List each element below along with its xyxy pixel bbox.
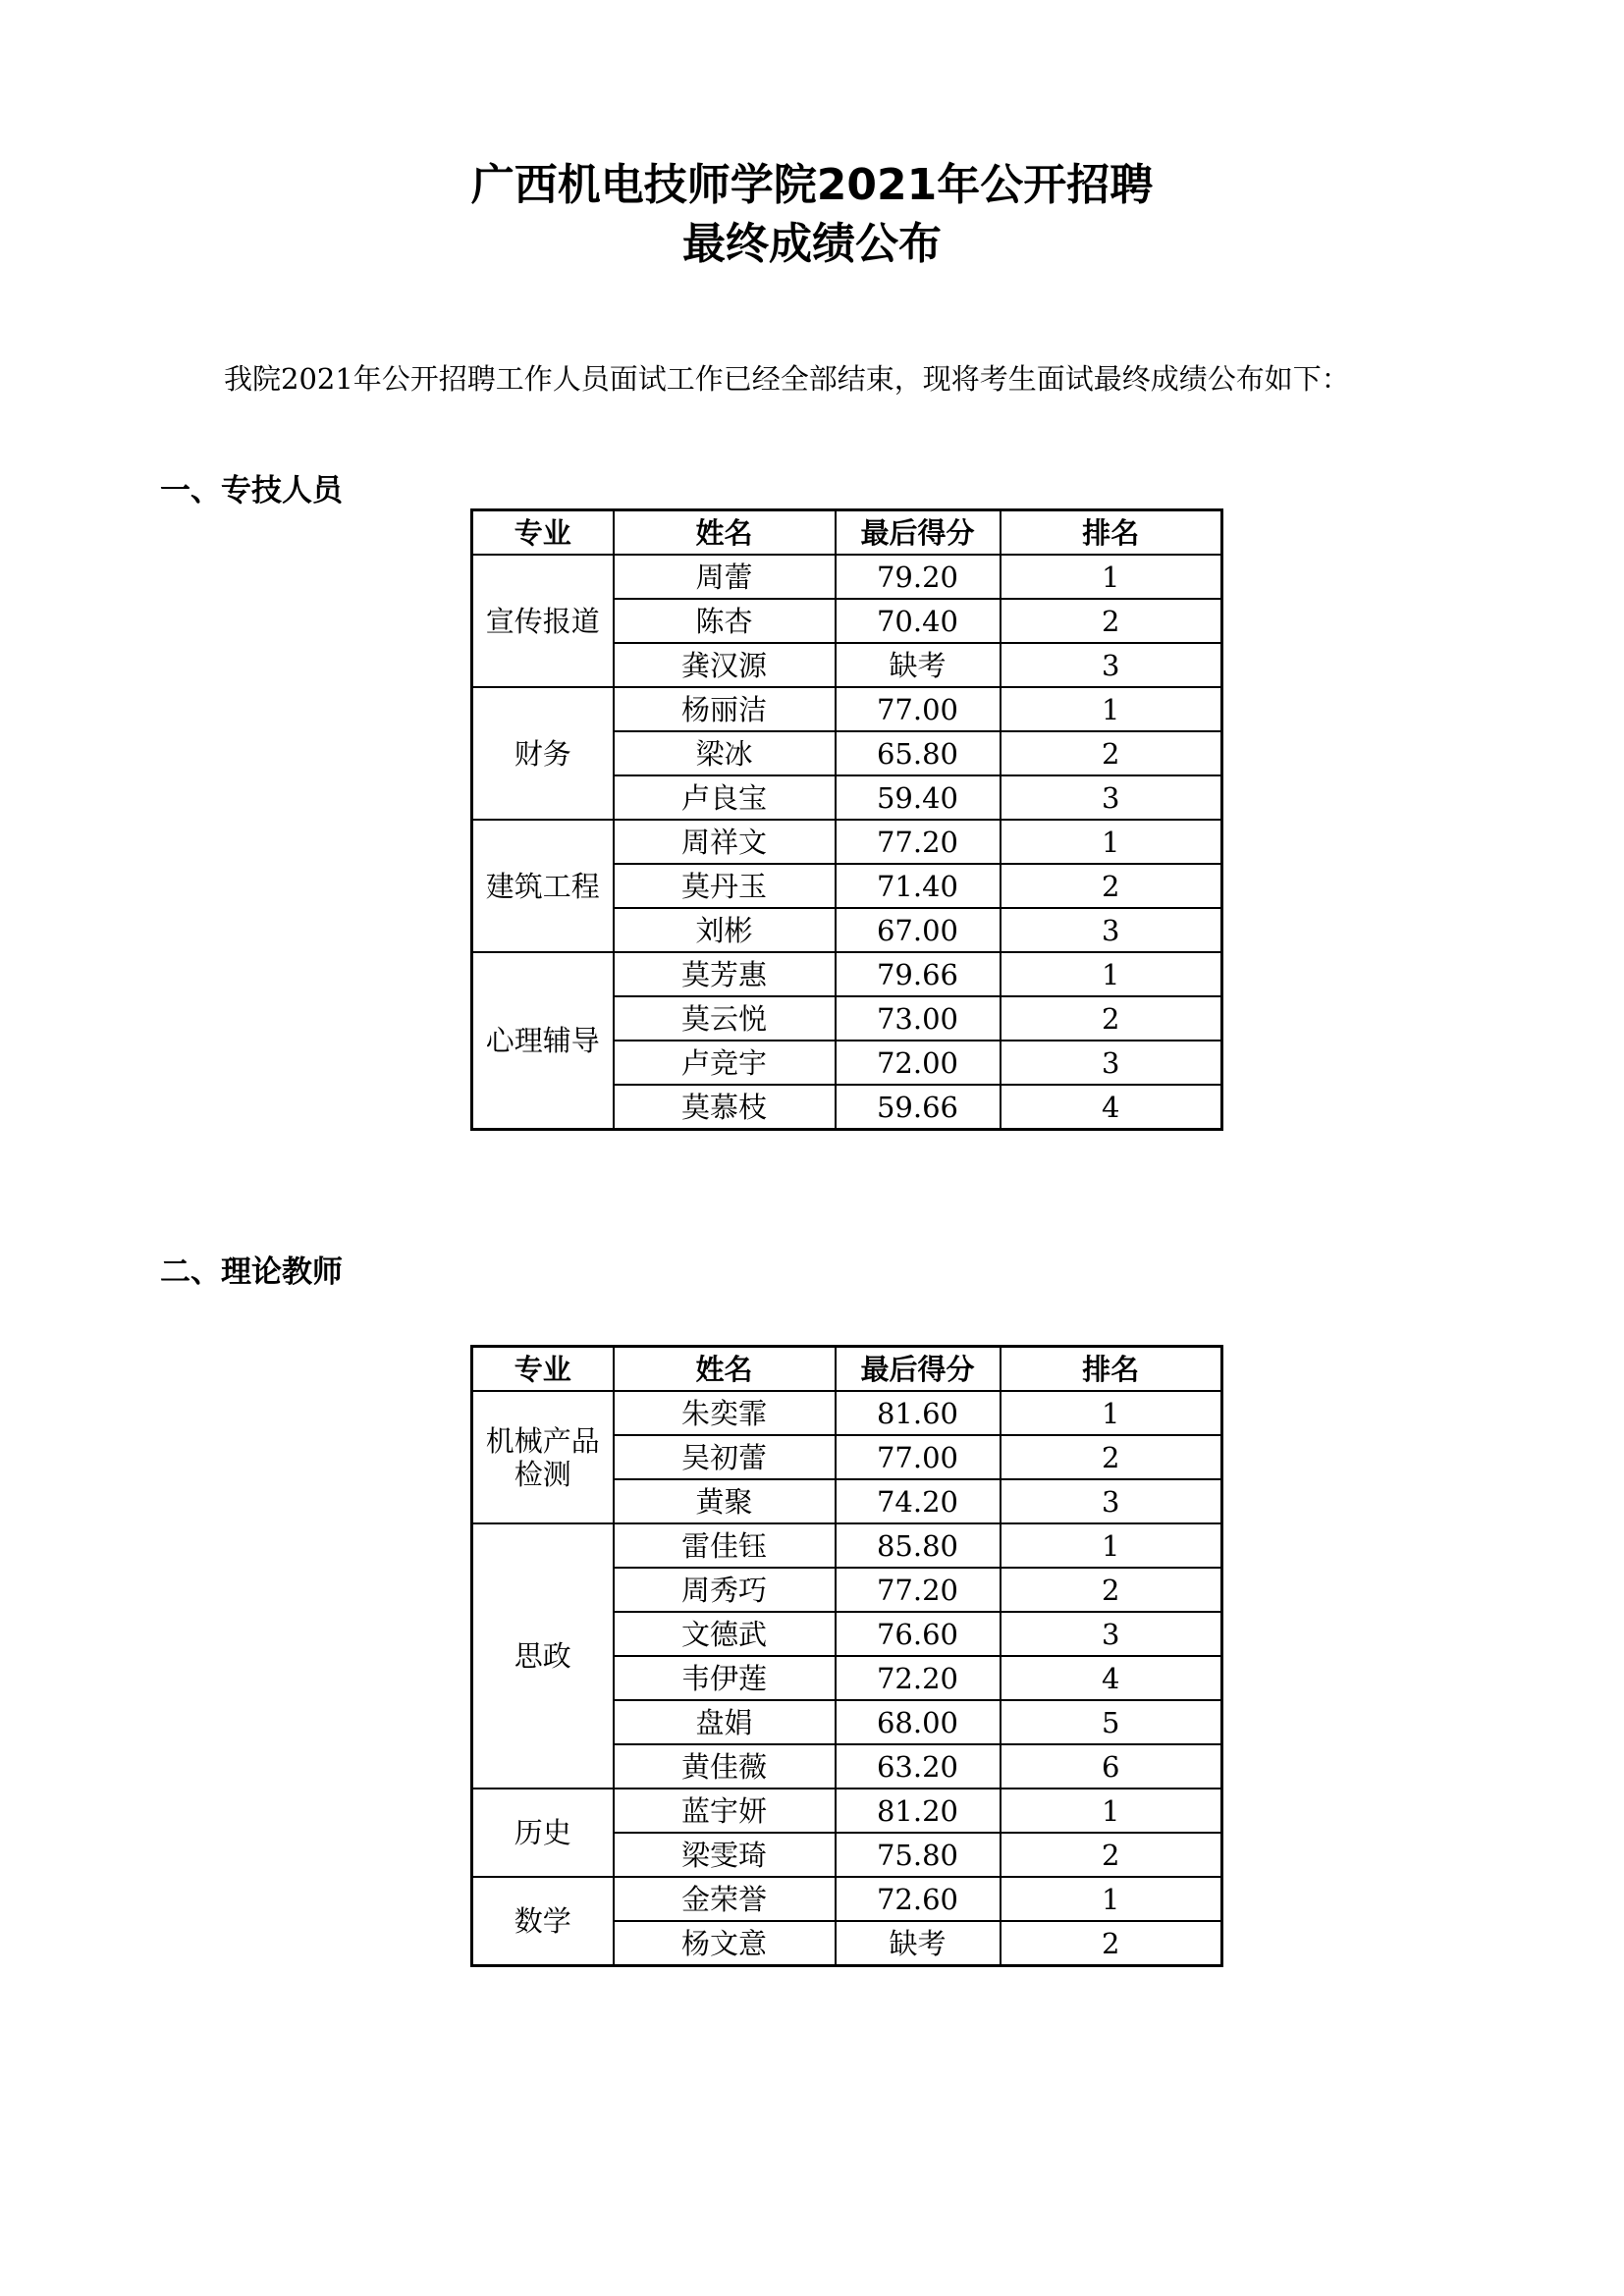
name-cell: 莫芳惠: [614, 952, 836, 996]
page-title: 广西机电技师学院2021年公开招聘: [470, 160, 1154, 210]
rank-cell: 2: [1001, 996, 1222, 1041]
page-subtitle: 最终成绩公布: [682, 219, 942, 269]
rank-cell: 3: [1001, 1479, 1222, 1523]
name-cell: 梁冰: [614, 731, 836, 775]
name-cell: 黄佳薇: [614, 1744, 836, 1789]
rank-cell: 3: [1001, 1041, 1222, 1085]
score-table-theory-teachers: [470, 1345, 1223, 1967]
name-cell: 韦伊莲: [614, 1656, 836, 1700]
score-cell: 75.80: [836, 1833, 1001, 1877]
section-heading-technical-staff: 一、专技人员: [160, 473, 343, 508]
name-cell: 杨丽洁: [614, 687, 836, 731]
column-header-name: 姓名: [614, 510, 836, 556]
score-cell: 81.60: [836, 1391, 1001, 1435]
rank-cell: 2: [1001, 1568, 1222, 1612]
name-cell: 卢竞宇: [614, 1041, 836, 1085]
name-cell: 周秀巧: [614, 1568, 836, 1612]
rank-cell: 4: [1001, 1085, 1222, 1130]
score-cell: 77.20: [836, 1568, 1001, 1612]
section-heading-theory-teachers: 二、理论教师: [160, 1255, 343, 1290]
score-cell: 59.40: [836, 775, 1001, 820]
table-header-row: [472, 510, 1222, 556]
column-header-major: 专业: [472, 1347, 614, 1392]
rank-cell: 2: [1001, 1833, 1222, 1877]
table-row: [472, 1789, 1222, 1833]
name-cell: 莫丹玉: [614, 864, 836, 908]
score-cell: 74.20: [836, 1479, 1001, 1523]
score-cell: 65.80: [836, 731, 1001, 775]
score-cell: 71.40: [836, 864, 1001, 908]
rank-cell: 2: [1001, 864, 1222, 908]
rank-cell: 2: [1001, 1921, 1222, 1966]
score-table-technical-staff: [470, 508, 1223, 1131]
score-cell: 63.20: [836, 1744, 1001, 1789]
name-cell: 刘彬: [614, 908, 836, 952]
rank-cell: 5: [1001, 1700, 1222, 1744]
rank-cell: 1: [1001, 555, 1222, 599]
score-cell: 70.40: [836, 599, 1001, 643]
rank-cell: 4: [1001, 1656, 1222, 1700]
score-cell: 72.60: [836, 1877, 1001, 1921]
score-cell: 79.20: [836, 555, 1001, 599]
score-cell: 68.00: [836, 1700, 1001, 1744]
column-header-rank: 排名: [1001, 510, 1222, 556]
score-cell: 72.20: [836, 1656, 1001, 1700]
name-cell: 金荣誉: [614, 1877, 836, 1921]
rank-cell: 3: [1001, 1612, 1222, 1656]
rank-cell: 1: [1001, 1789, 1222, 1833]
score-cell: 81.20: [836, 1789, 1001, 1833]
rank-cell: 1: [1001, 952, 1222, 996]
rank-cell: 6: [1001, 1744, 1222, 1789]
column-header-name: 姓名: [614, 1347, 836, 1392]
name-cell: 莫慕枝: [614, 1085, 836, 1130]
major-cell: 建筑工程: [472, 820, 614, 952]
name-cell: 陈杏: [614, 599, 836, 643]
name-cell: 卢良宝: [614, 775, 836, 820]
rank-cell: 1: [1001, 820, 1222, 864]
column-header-score: 最后得分: [836, 510, 1001, 556]
table-body: [472, 555, 1222, 1130]
rank-cell: 2: [1001, 599, 1222, 643]
major-cell: 宣传报道: [472, 555, 614, 687]
score-cell: 76.60: [836, 1612, 1001, 1656]
major-cell: 财务: [472, 687, 614, 820]
table-body: [472, 1391, 1222, 1966]
name-cell: 文德武: [614, 1612, 836, 1656]
name-cell: 盘娟: [614, 1700, 836, 1744]
rank-cell: 1: [1001, 1391, 1222, 1435]
table-row: [472, 1391, 1222, 1435]
name-cell: 蓝宇妍: [614, 1789, 836, 1833]
score-cell: 缺考: [836, 643, 1001, 687]
rank-cell: 3: [1001, 908, 1222, 952]
rank-cell: 1: [1001, 1523, 1222, 1568]
name-cell: 周蕾: [614, 555, 836, 599]
table-row: [472, 820, 1222, 864]
column-header-major: 专业: [472, 510, 614, 556]
name-cell: 梁雯琦: [614, 1833, 836, 1877]
table-row: [472, 687, 1222, 731]
rank-cell: 2: [1001, 731, 1222, 775]
table-row: [472, 555, 1222, 599]
name-cell: 周祥文: [614, 820, 836, 864]
table-row: [472, 1877, 1222, 1921]
major-cell: 心理辅导: [472, 952, 614, 1130]
major-cell: 数学: [472, 1877, 614, 1966]
name-cell: 吴初蕾: [614, 1435, 836, 1479]
rank-cell: 1: [1001, 1877, 1222, 1921]
rank-cell: 2: [1001, 1435, 1222, 1479]
score-cell: 79.66: [836, 952, 1001, 996]
major-cell: 思政: [472, 1523, 614, 1789]
rank-cell: 3: [1001, 643, 1222, 687]
score-cell: 77.20: [836, 820, 1001, 864]
score-cell: 77.00: [836, 1435, 1001, 1479]
major-cell: 历史: [472, 1789, 614, 1877]
table-header-row: [472, 1347, 1222, 1392]
table-row: [472, 1523, 1222, 1568]
rank-cell: 3: [1001, 775, 1222, 820]
score-cell: 73.00: [836, 996, 1001, 1041]
name-cell: 黄聚: [614, 1479, 836, 1523]
intro-paragraph: 我院2021年公开招聘工作人员面试工作已经全部结束，现将考生面试最终成绩公布如下：: [224, 362, 1350, 396]
score-cell: 67.00: [836, 908, 1001, 952]
score-cell: 缺考: [836, 1921, 1001, 1966]
score-cell: 72.00: [836, 1041, 1001, 1085]
name-cell: 莫云悦: [614, 996, 836, 1041]
rank-cell: 1: [1001, 687, 1222, 731]
score-cell: 59.66: [836, 1085, 1001, 1130]
column-header-rank: 排名: [1001, 1347, 1222, 1392]
column-header-score: 最后得分: [836, 1347, 1001, 1392]
major-cell: 机械产品检测: [472, 1391, 614, 1523]
table-row: [472, 952, 1222, 996]
score-cell: 77.00: [836, 687, 1001, 731]
name-cell: 龚汉源: [614, 643, 836, 687]
score-cell: 85.80: [836, 1523, 1001, 1568]
name-cell: 杨文意: [614, 1921, 836, 1966]
name-cell: 雷佳钰: [614, 1523, 836, 1568]
name-cell: 朱奕霏: [614, 1391, 836, 1435]
